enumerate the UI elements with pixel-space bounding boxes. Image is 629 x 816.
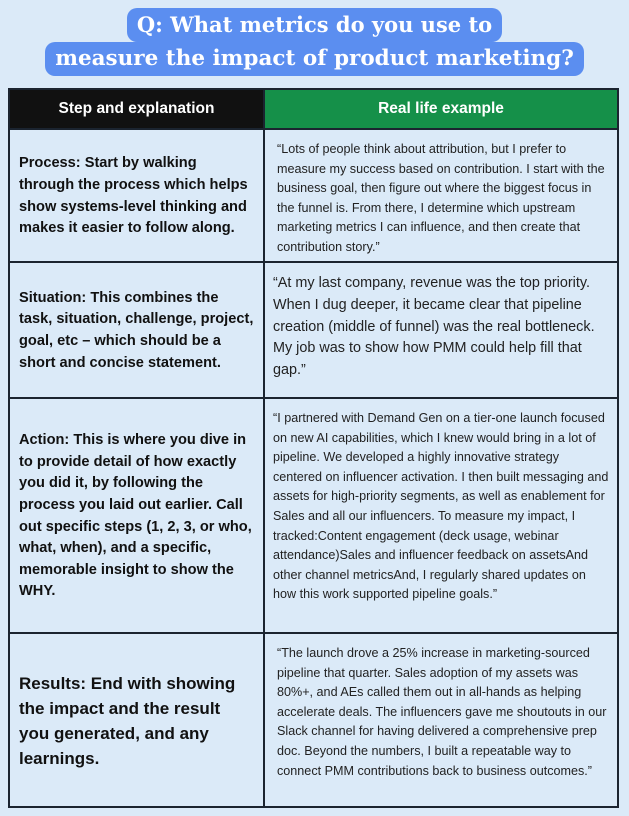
step-text: Process: Start by walking through the process which helps show systems-level thinking and makes it easier to follow along. — [19, 155, 248, 237]
example-cell: “Lots of people think about attribution, but I prefer to measure my success based on contribution. I start with the business goal, then figure out where the biggest focus in the funnel is. From there, I determine which upstream marketing metrics I can influence, and then create that contribution story.” — [265, 130, 617, 261]
header-example: Real life example — [265, 90, 617, 128]
table-row — [10, 397, 617, 632]
step-cell — [10, 130, 265, 261]
page-title — [0, 8, 629, 76]
step-text: Results: End with showing the impact and the result you generated, and any learnings. — [19, 674, 236, 768]
step-cell — [10, 399, 265, 632]
example-cell: “The launch drove a 25% increase in marketing-sourced pipeline that quarter. Sales adoption of my assets was 80%+, and AEs called them out in all-hands as helping accelerate deals. The influencers gave me shoutouts in our Slack channel for having delivered a comprehensive prep doc. Beyond the numbers, I built a repeatable way to connect PMM contributions back to business outcomes.” — [265, 634, 617, 806]
table-header-row — [10, 90, 617, 128]
table-row — [10, 261, 617, 397]
step-cell — [10, 263, 265, 397]
step-text: Situation: This combines the task, situation, challenge, project, goal, etc – which should be a short and concise statement. — [19, 289, 254, 371]
title-line-1: Q: What metrics do you use to — [127, 8, 502, 42]
table-row — [10, 632, 617, 806]
example-cell: “I partnered with Demand Gen on a tier-one launch focused on new AI capabilities, which I knew would bring in a lot of pipeline. We developed a highly innovative strategy centered on influencer activation. I then built messaging and assets for high-priority segments, as well as enablement for Sales and all our influencers. To measure my impact, I tracked:Content engagement (deck usage, webinar attendance)Sales and influencer feedback on assetsAnd other channel metricsAnd, I regularly shared updates on how this work supported pipeline goals.” — [265, 399, 617, 632]
example-cell: “At my last company, revenue was the top priority. When I dug deeper, it became clear that pipeline creation (middle of funnel) was the real bottleneck. My job was to show how PMM could help fill that gap.” — [265, 263, 617, 397]
comparison-table — [8, 88, 619, 808]
table-row — [10, 128, 617, 261]
step-text: Action: This is where you dive in to provide detail of how exactly you did it, by following the process you laid out earlier. Call out specific steps (1, 2, 3, or who, what, when), and a specific, memorable insight to show the WHY. — [19, 432, 252, 600]
title-line-2: measure the impact of product marketing? — [45, 42, 584, 76]
step-cell — [10, 634, 265, 806]
header-step: Step and explanation — [10, 90, 265, 128]
